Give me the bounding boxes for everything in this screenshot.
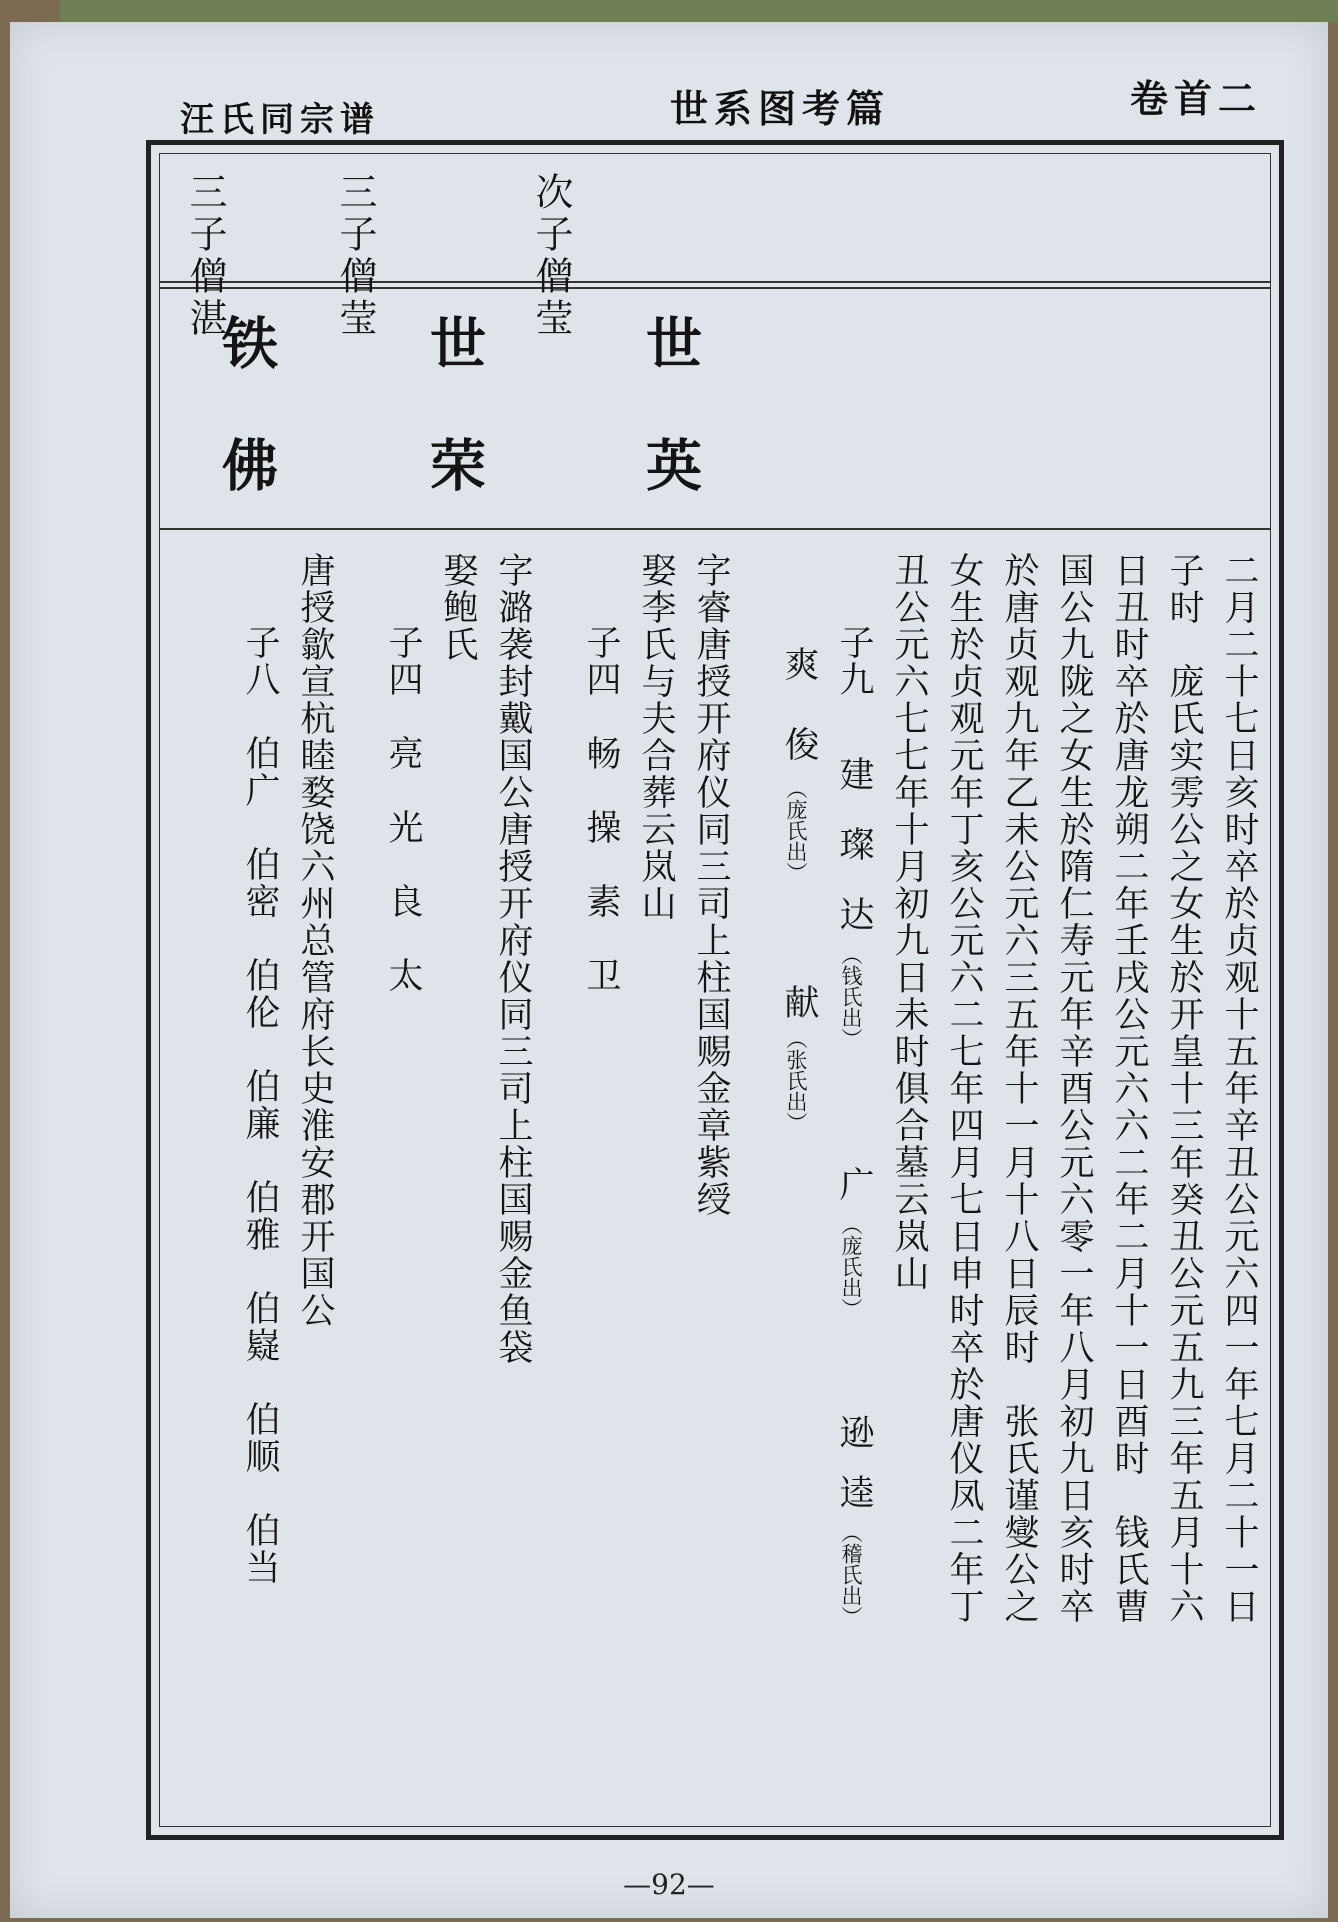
rui-column-3: 子四 畅 操 素 卫 [581,624,621,994]
note-zhang: （张氏出） [784,1028,808,1133]
genealogy-frame [146,140,1284,1840]
divider-middle [160,528,1270,530]
body-column-2: 子时 庞氏实雱公之女生於开皇十三年癸丑公元五九三年五月十六 [1164,552,1204,1625]
body-column-4: 国公九陇之女生於隋仁寿元年辛酉公元六零一年八月初九日亥时卒 [1054,552,1094,1625]
body-column-7: 丑公元六七七年十月初九日未时俱合墓云岚山 [889,552,929,1292]
person-shiying: 世英 [637,314,703,558]
genealogy-frame-inner [159,153,1271,1827]
note-pang-1: （庞氏出） [839,1214,863,1319]
note-qian: （钱氏出） [839,944,863,1049]
child-xian: 献 [779,984,819,1021]
child-kui: 逵 [834,1474,874,1511]
top-son-2: 三子僧莹 [333,172,377,340]
body-column-3: 日丑时卒於唐龙朔二年壬戌公元六六二年二月十一日酉时 钱氏曹 [1109,552,1149,1625]
child-jian: 建 [834,756,874,793]
person-tiefo: 铁佛 [213,314,279,558]
child-da: 达 [834,896,874,933]
note-ji: （稽氏出） [839,1522,863,1627]
rui-column-1: 字睿唐授开府仪同三司上柱国赐金章紫绶 [691,552,731,1218]
body-column-1: 二月二十七日亥时卒於贞观十五年辛丑公元六四一年七月二十一日 [1219,552,1259,1625]
divider-top-2 [160,287,1270,289]
lu-column-1: 字潞袭封戴国公唐授开府仪同三司上柱国赐金鱼袋 [493,552,533,1366]
child-can: 璨 [834,826,874,863]
book-page [10,22,1328,1918]
note-pang-2: （庞氏出） [784,778,808,883]
body-column-6: 女生於贞观元年丁亥公元六二七年四月七日申时卒於唐仪凤二年丁 [944,552,984,1625]
child-shuang: 爽 [779,646,819,683]
body-column-5: 於唐贞观九年乙未公元六三五年十一月十八日辰时 张氏谨燮公之 [999,552,1039,1625]
tang-column-2: 子八 伯广 伯密 伯伦 伯廉 伯雅 伯嶷 伯顺 伯当 [240,624,280,1586]
child-guang: 广 [834,1166,874,1203]
child-xun: 逊 [834,1414,874,1451]
page-number: —92— [623,1868,715,1901]
rui-column-2: 娶李氏与夫合葬云岚山 [636,552,676,922]
book-title: 汪氏同宗谱 [180,100,380,140]
top-son-3: 三子僧湛 [183,172,227,340]
top-background-strip [60,0,1338,22]
tang-column-1: 唐授歙宣杭睦婺饶六州总管府长史淮安郡开国公 [295,552,335,1329]
children-9-label: 子九 [834,624,874,698]
divider-top [160,281,1270,283]
top-son-1: 次子僧莹 [529,172,573,340]
lu-column-3: 子四 亮 光 良 太 [383,624,423,994]
person-shirong: 世荣 [421,314,487,558]
volume-label: 卷首二 [1130,76,1263,121]
child-jun: 俊 [779,726,819,763]
section-title: 世系图考篇 [670,86,891,131]
lu-column-2: 娶鲍氏 [438,552,478,663]
